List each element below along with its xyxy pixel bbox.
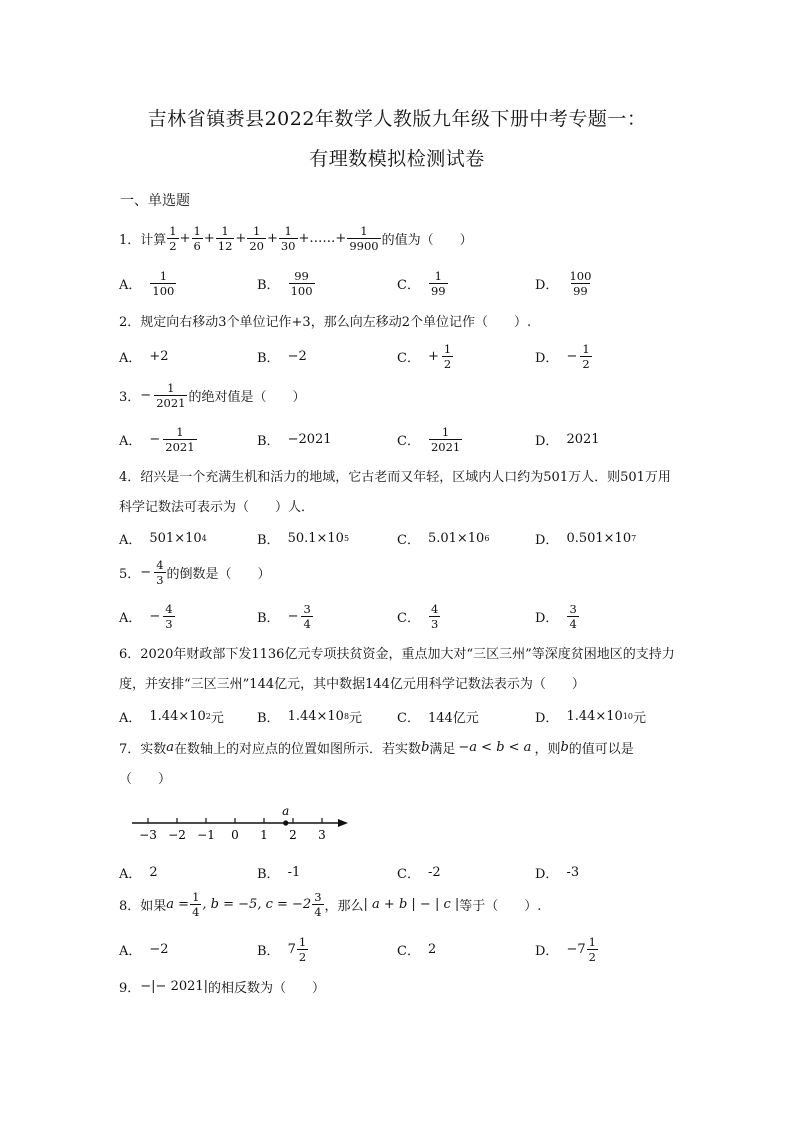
options-q5 [119,599,699,633]
option-d[interactable]: D． $\frac{100}{99}$ [535,268,592,298]
point-a [283,820,288,825]
question-suffix: 的相反数为（ ） [208,980,326,996]
question-text: 如果 [140,899,167,914]
tick-label: −2 [168,828,186,842]
option-d[interactable]: D． − $\frac{1}{2}$ [535,341,590,371]
option-d[interactable]: D． $\frac{3}{4}$ [535,601,577,631]
variable-b: b [560,739,569,755]
option-c[interactable]: C． 144亿元 [397,710,479,726]
option-a[interactable]: A． +2 [119,348,169,366]
arrow-icon [338,819,348,827]
question-text: ，则 [534,741,561,757]
question-number: 3． [119,390,141,405]
minus-sign: − [140,565,152,580]
section-title: 一、单选题 [120,193,190,209]
question-number: 8． [119,899,141,914]
question-text: 计算 [140,233,167,248]
option-d[interactable]: D． 2021 [535,431,600,449]
question-3 [119,381,679,410]
option-a[interactable]: A． − $\frac{4}{3}$ [119,601,173,631]
options-q2 [119,339,699,373]
option-b[interactable]: B． 50.1×10 5 [257,530,350,548]
variable-a: a [166,739,175,755]
option-b[interactable]: B． −2021 [257,431,332,449]
fraction: $\frac{1}{9900}$ [349,224,379,253]
question-text: 满足 [429,741,456,757]
options-q1 [119,266,699,300]
question-1: 1． 计算 $\frac{1}{2}$ + $\frac{1}{6}$ + $\frac{1}{12}$ + $\frac{1}{20}$ + $\frac{1}{30}$ + …… + $\frac{1}{9900}$ 的值为（ ） [119,224,473,253]
option-c[interactable]: C． $\frac{1}{99}$ [397,268,446,298]
fraction: $\frac{1}{6}$ [193,224,201,253]
fraction: $\frac{1}{2}$ [169,224,177,253]
option-b[interactable]: B． −2 [257,348,307,366]
option-d[interactable]: D． −7 $\frac{1}{2}$ [535,934,596,964]
option-a[interactable]: A． 2 [119,864,158,882]
tick-label: −1 [197,828,215,842]
question-number: 5． [119,567,141,582]
condition: −a < b < a [458,739,532,755]
question-suffix: 的值为（ ） [381,233,473,248]
options-q6 [119,699,699,733]
number-line [126,800,356,848]
tick-label: 0 [231,828,239,842]
number-line-ticks [139,818,326,842]
expression: | a + b | − | c | [363,897,460,912]
question-7 [119,737,679,757]
question-suffix: 的绝对值是（ ） [188,390,306,405]
option-a[interactable]: A． − $\frac{1}{2021}$ [119,424,195,454]
options-q4 [119,521,699,555]
equation-bc: , b = −5, c = −2 [202,897,312,912]
option-b[interactable]: B． 7 $\frac{1}{2}$ [257,934,307,964]
fraction: $\frac{4}{3}$ [156,558,164,587]
option-a[interactable]: A． $\frac{1}{100}$ [119,268,175,298]
option-d[interactable]: D． 0.501×10 7 [535,530,637,548]
question-8 [119,890,679,919]
fraction: $\frac{3}{4}$ [314,890,322,919]
fraction: $\frac{1}{30}$ [280,224,296,253]
option-b[interactable]: B． -1 [257,864,301,882]
question-4: 4．绍兴是一个充满生机和活力的地域，它古老而又年轻，区域内人口约为501万人．则501万用科学记数法可表示为（ ）人． [119,470,671,515]
fraction: $\frac{1}{12}$ [217,224,233,253]
question-text: 的值可以是 [568,741,634,757]
question-6: 6．2020年财政部下发1136亿元专项扶贫资金，重点加大对“三区三州”等深度贫困地区的支持力度，并安排“三区三州”144亿元，其中数据144亿元用科学记数法表示为（ ） [119,647,675,692]
option-c[interactable]: C． 5.01×10 6 [397,530,490,548]
option-a[interactable]: A． −2 [119,941,169,959]
options-q7 [119,855,699,889]
fraction: $\frac{1}{20}$ [249,224,264,253]
question-suffix: 的倒数是（ ） [166,567,271,582]
options-q8 [119,932,699,966]
tick-label: −3 [139,828,157,842]
option-c[interactable]: C． + $\frac{1}{2}$ [397,341,452,371]
question-2: 2．规定向右移动3个单位记作+3，那么向左移动2个单位记作（ ）. [119,314,532,330]
fraction: $\frac{1}{4}$ [192,890,200,919]
tick-label: 1 [260,828,268,842]
option-b[interactable]: B． − $\frac{3}{4}$ [257,601,311,631]
expression: −|− 2021| [140,978,209,994]
page-title-line2: 有理数模拟检测试卷 [309,148,485,170]
option-c[interactable]: C． $\frac{4}{3}$ [397,601,439,631]
option-d[interactable]: D． 1.44×10 10 元 [535,708,647,726]
option-c[interactable]: C． $\frac{1}{2021}$ [397,424,461,454]
question-text: 7．实数 [119,741,167,757]
equation-a: a = [166,897,190,912]
options-q3 [119,422,699,456]
question-5 [119,558,679,587]
tick-label: 3 [318,828,326,842]
point-a-label: a [282,804,290,818]
variable-b: b [421,739,430,755]
question-number: 1． [119,233,141,248]
question-suffix: 等于（ ）. [459,899,542,914]
question-text: ，那么 [324,899,364,914]
question-number: 9． [119,980,141,996]
option-c[interactable]: C． -2 [397,864,441,882]
question-text: 在数轴上的对应点的位置如图所示．若实数 [174,741,422,757]
option-a[interactable]: A． 501×10 4 [119,530,207,548]
page-title-line1: 吉林省镇赉县2022年数学人教版九年级下册中考专题一： [147,108,647,130]
option-d[interactable]: D． -3 [535,864,580,882]
fraction: $\frac{1}{2021}$ [156,381,186,410]
ellipsis: …… [309,231,336,246]
option-b[interactable]: B． $\frac{99}{100}$ [257,268,313,298]
question-9 [119,976,679,996]
option-b[interactable]: B． 1.44×10 8 元 [257,708,363,726]
question-7-blank: （ ） [119,771,172,787]
option-a[interactable]: A． 1.44×10 2 元 [119,708,224,726]
option-c[interactable]: C． 2 [397,941,437,959]
tick-label: 2 [289,828,297,842]
minus-sign: − [140,388,152,403]
